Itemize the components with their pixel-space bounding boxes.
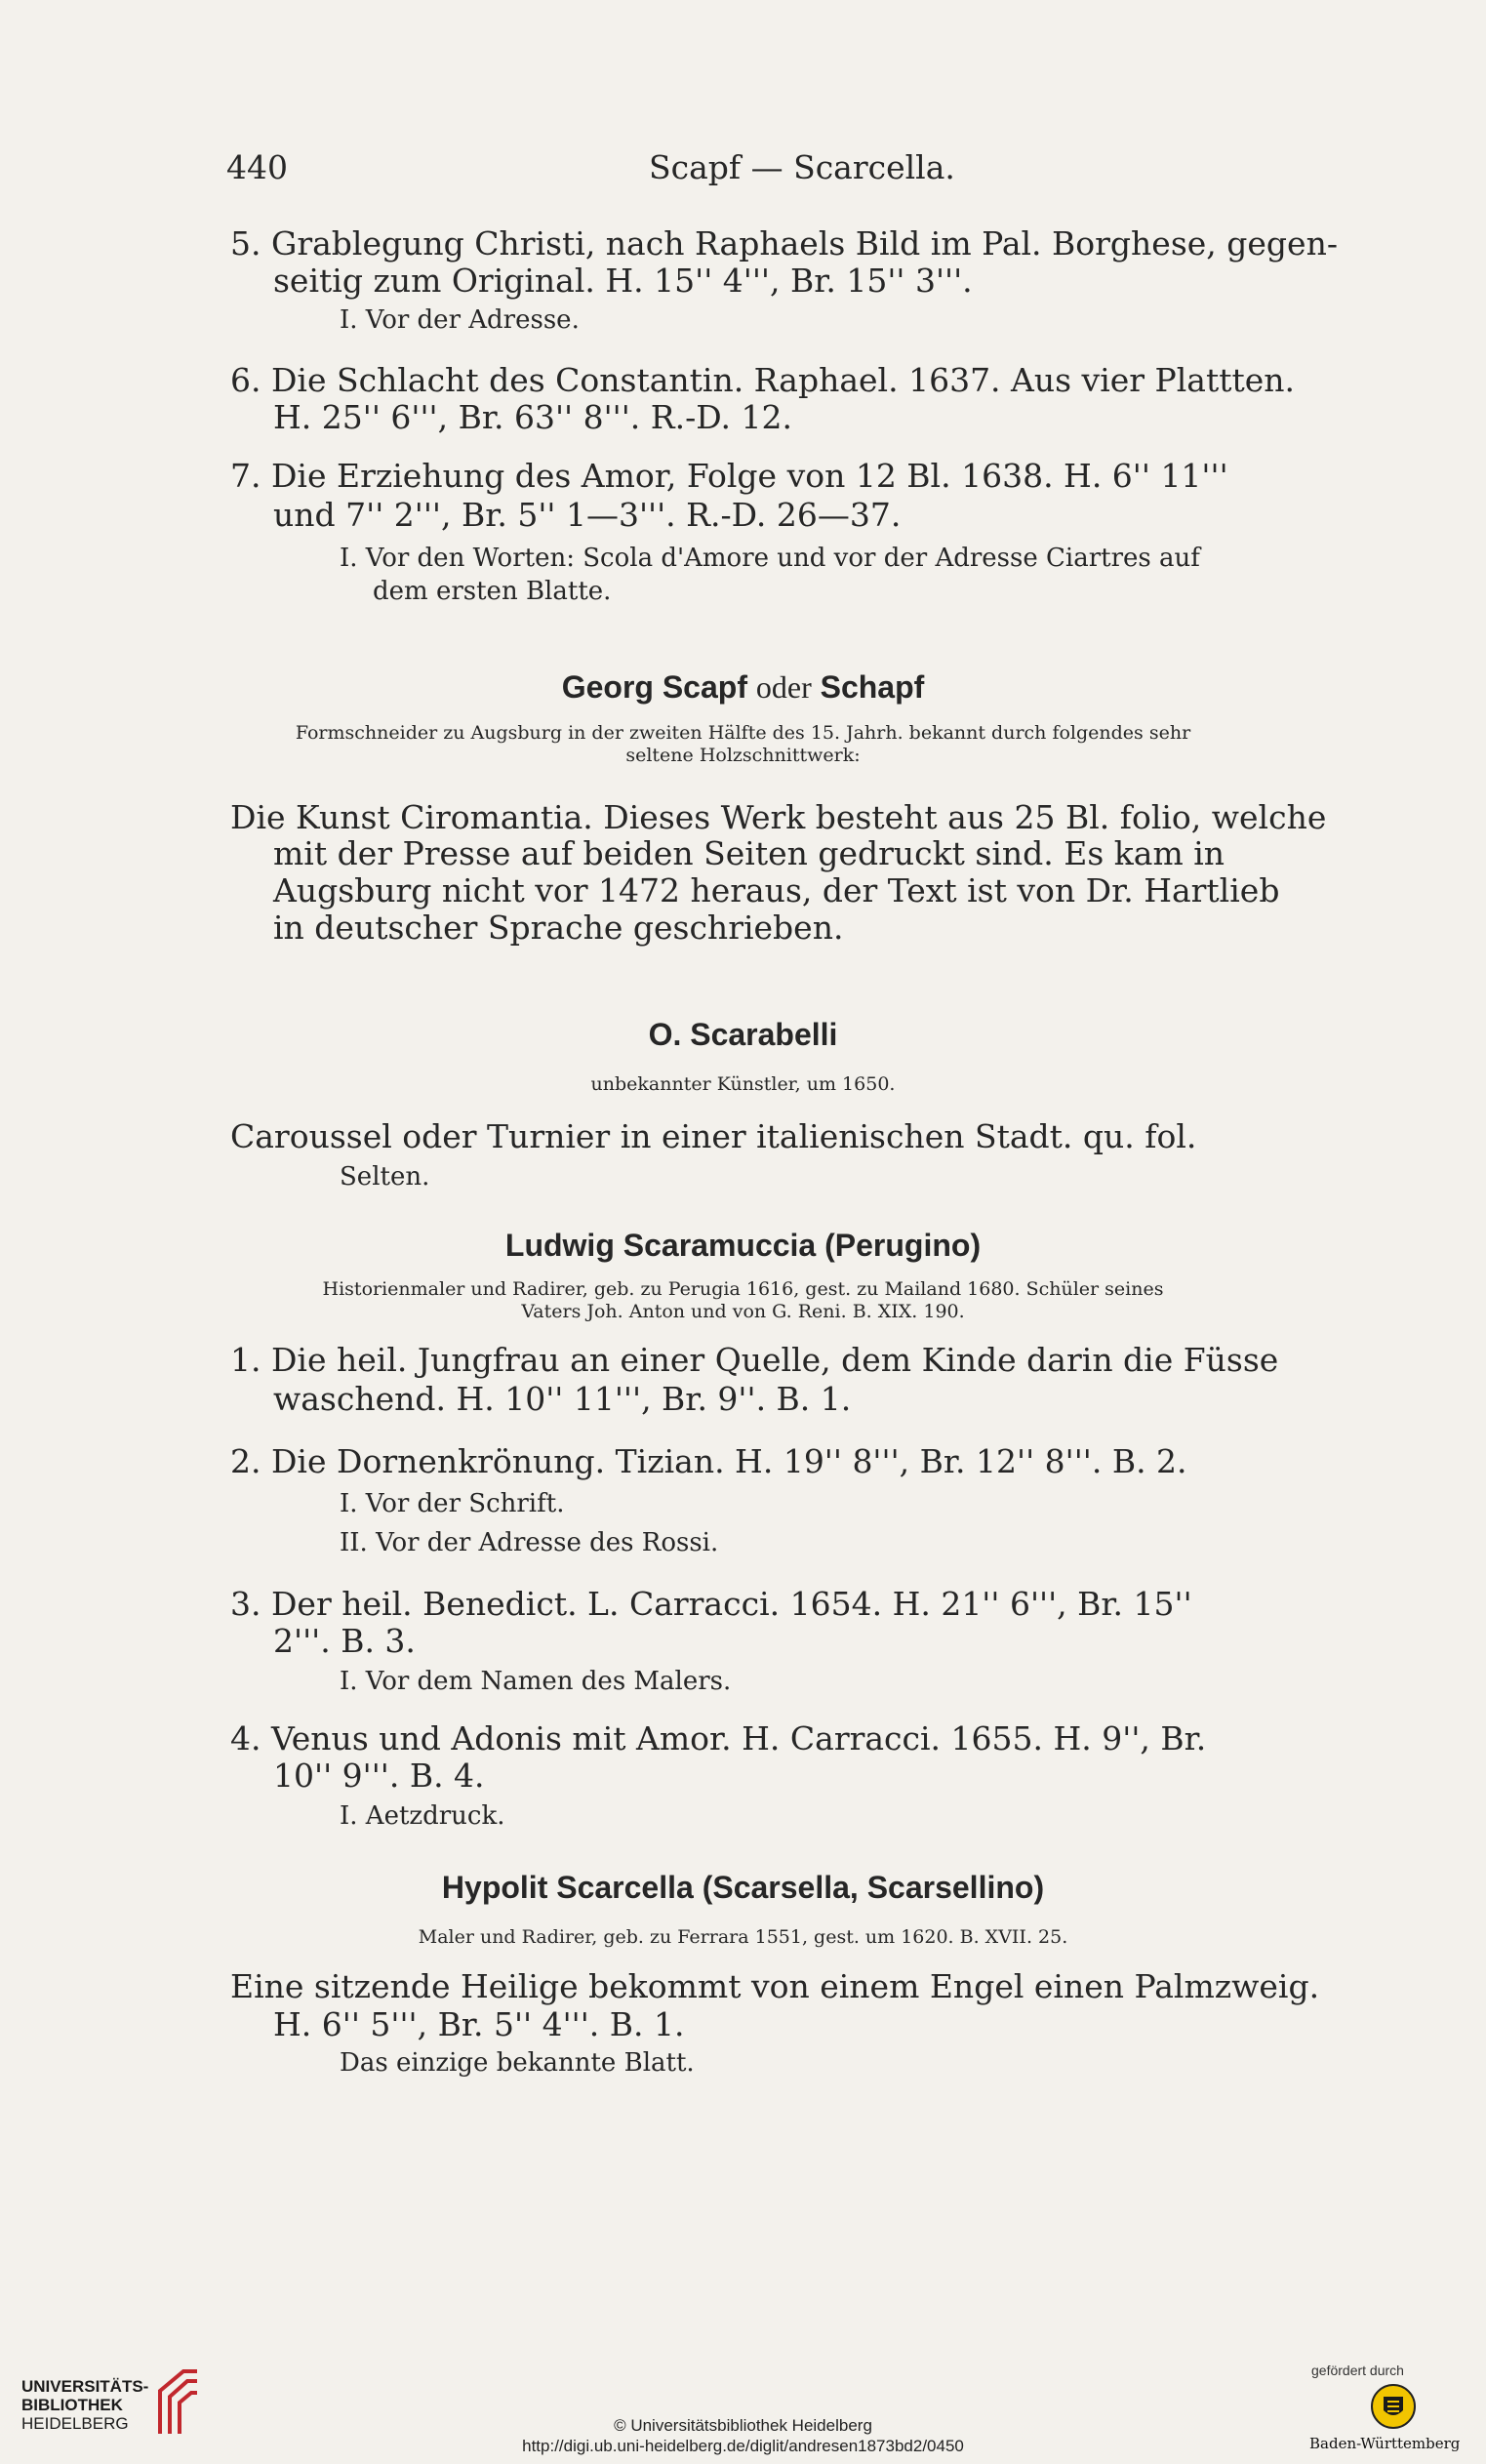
- entry-line: 1. Die heil. Jungfrau an einer Quelle, dem Kinde darin die Füsse: [230, 1341, 1279, 1379]
- entry-line: 7. Die Erziehung des Amor, Folge von 12 Bl. 1638. H. 6'' 11''': [230, 457, 1228, 495]
- copyright: © Universitätsbibliothek Heidelberg: [614, 2416, 872, 2435]
- entry-line: waschend. H. 10'' 11''', Br. 9''. B. 1.: [273, 1380, 852, 1418]
- entry-line: 4. Venus und Adonis mit Amor. H. Carracci. 1655. H. 9'', Br.: [230, 1719, 1207, 1757]
- body-line: mit der Presse auf beiden Seiten gedruckt sind. Es kam in: [273, 834, 1225, 872]
- running-title: Scapf — Scarcella.: [649, 148, 955, 186]
- permalink[interactable]: http://digi.ub.uni-heidelberg.de/diglit/andresen1873bd2/0450: [522, 2437, 964, 2455]
- artist-bio: seltene Holzschnittwerk:: [625, 745, 861, 766]
- state-note: Das einzige bekannte Blatt.: [340, 2048, 695, 2078]
- artist-name: Georg Scapf: [561, 669, 747, 705]
- state-note: I. Vor der Schrift.: [340, 1489, 565, 1518]
- artist-alt-name: Schapf: [820, 669, 925, 705]
- artist-heading-scapf: [0, 669, 1486, 706]
- entry-line: 3. Der heil. Benedict. L. Carracci. 1654. H. 21'' 6''', Br. 15'': [230, 1585, 1192, 1623]
- entry-line: 2. Die Dornenkrönung. Tizian. H. 19'' 8''', Br. 12'' 8'''. B. 2.: [230, 1442, 1187, 1480]
- body-line: Augsburg nicht vor 1472 heraus, der Text ist von Dr. Hartlieb: [273, 871, 1280, 909]
- artist-heading-scarabelli: O. Scarabelli: [648, 1017, 838, 1052]
- body-line: Die Kunst Ciromantia. Dieses Werk besteht aus 25 Bl. folio, welche: [230, 798, 1327, 836]
- entry-line: und 7'' 2''', Br. 5'' 1—3'''. R.-D. 26—37.: [273, 496, 902, 534]
- entry-line: 2'''. B. 3.: [273, 1622, 416, 1660]
- entry-line: Caroussel oder Turnier in einer italienischen Stadt. qu. fol.: [230, 1117, 1197, 1155]
- entry-line: Eine sitzende Heilige bekommt von einem Engel einen Palmzweig.: [230, 1967, 1320, 2005]
- entry-line: 10'' 9'''. B. 4.: [273, 1757, 485, 1795]
- name-joiner: oder: [755, 669, 812, 705]
- coat-of-arms-icon: [1370, 2383, 1417, 2430]
- artist-heading-scaramuccia: Ludwig Scaramuccia (Perugino): [504, 1228, 982, 1263]
- body-line: in deutscher Sprache geschrieben.: [273, 909, 844, 947]
- library-logo-text: UNIVERSITÄTS- BIBLIOTHEK HEIDELBERG: [21, 2377, 149, 2433]
- state-note: Selten.: [340, 1162, 430, 1192]
- page-number: 440: [226, 148, 288, 186]
- artist-heading-scarcella: Hypolit Scarcella (Scarsella, Scarsellino): [441, 1870, 1045, 1905]
- sponsor-label: gefördert durch: [1311, 2363, 1404, 2378]
- entry-line: H. 6'' 5''', Br. 5'' 4'''. B. 1.: [273, 2005, 685, 2043]
- entry-line: 6. Die Schlacht des Constantin. Raphael. 1637. Aus vier Plattten.: [230, 361, 1296, 399]
- entry-line: seitig zum Original. H. 15'' 4''', Br. 15'' 3'''.: [273, 262, 973, 300]
- artist-bio: Vaters Joh. Anton und von G. Reni. B. XIX. 190.: [521, 1301, 965, 1322]
- artist-bio: Historienmaler und Radirer, geb. zu Perugia 1616, gest. zu Mailand 1680. Schüler seines: [322, 1278, 1164, 1300]
- state-note: I. Vor der Adresse.: [340, 305, 580, 335]
- state-note: I. Aetzdruck.: [340, 1801, 505, 1831]
- artist-bio: unbekannter Künstler, um 1650.: [590, 1073, 896, 1095]
- artist-bio: Maler und Radirer, geb. zu Ferrara 1551, gest. um 1620. B. XVII. 25.: [418, 1926, 1068, 1948]
- sponsor-name: Baden-Württemberg: [1309, 2435, 1461, 2452]
- entry-line: 5. Grablegung Christi, nach Raphaels Bild im Pal. Borghese, gegen-: [230, 224, 1338, 263]
- artist-bio: Formschneider zu Augsburg in der zweiten Hälfte des 15. Jahrh. bekannt durch folgendes sehr: [295, 722, 1191, 744]
- state-note: I. Vor dem Namen des Malers.: [340, 1667, 732, 1696]
- state-note: I. Vor den Worten: Scola d'Amore und vor der Adresse Ciartres auf: [340, 544, 1200, 573]
- state-note: dem ersten Blatte.: [373, 577, 612, 606]
- state-note: II. Vor der Adresse des Rossi.: [340, 1528, 719, 1557]
- entry-line: H. 25'' 6''', Br. 63'' 8'''. R.-D. 12.: [273, 398, 792, 436]
